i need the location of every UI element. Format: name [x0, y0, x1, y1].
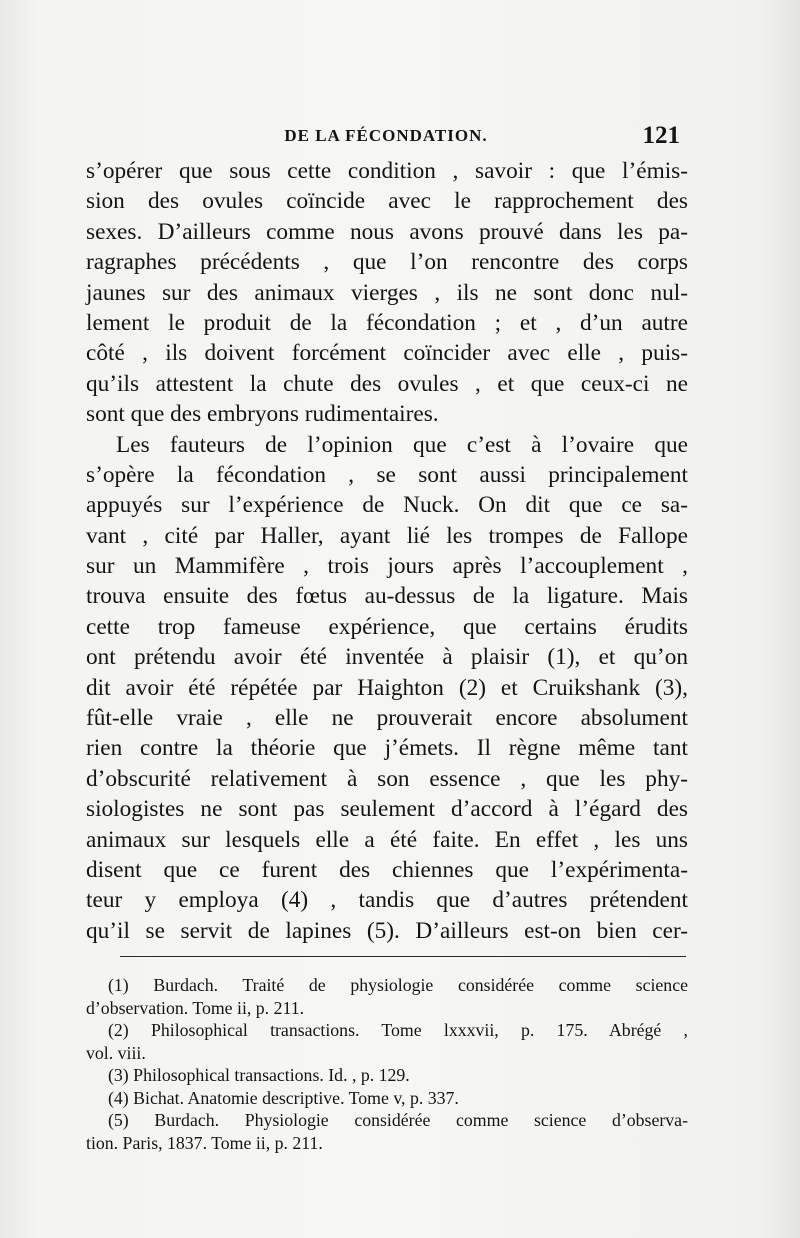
- text-line: sur un Mammifère , trois jours après l’accouplement ,: [86, 553, 688, 580]
- text-line: disent que ce furent des chiennes que l’expérimenta-: [86, 856, 688, 883]
- footnotes: [86, 974, 688, 1154]
- text-line: animaux sur lesquels elle a été faite. En effet , les uns: [86, 826, 688, 853]
- text-line: ragraphes précédents , que l’on rencontre des corps: [86, 249, 688, 276]
- text-line: trouva ensuite des fœtus au-dessus de la ligature. Mais: [86, 583, 688, 610]
- footnote-line: (1) Burdach. Traité de physiologie considérée comme science: [108, 975, 688, 995]
- text-line: jaunes sur des animaux vierges , ils ne sont donc nul-: [86, 279, 688, 306]
- footnote-line: (4) Bichat. Anatomie descriptive. Tome v, p. 337.: [108, 1087, 459, 1108]
- text-line: Les fauteurs de l’opinion que c’est à l’ovaire que: [116, 431, 688, 458]
- text-line: dit avoir été répétée par Haighton (2) et Cruikshank (3),: [86, 674, 688, 701]
- text-line: cette trop fameuse expérience, que certains érudits: [86, 613, 688, 640]
- footnote-line: tion. Paris, 1837. Tome ii, p. 211.: [86, 1132, 323, 1153]
- text-line: sion des ovules coïncide avec le rapprochement des: [86, 188, 688, 215]
- footnote-line: (3) Philosophical transactions. Id. , p. 129.: [108, 1065, 410, 1085]
- page-number: 121: [642, 122, 680, 149]
- footnote-divider: [120, 956, 686, 957]
- text-line: sexes. D’ailleurs comme nous avons prouvé dans les pa-: [86, 218, 688, 245]
- text-line: lement le produit de la fécondation ; et , d’un autre: [86, 309, 688, 336]
- text-line: siologistes ne sont pas seulement d’accord à l’égard des: [86, 796, 688, 823]
- text-line: sont que des embryons rudimentaires.: [86, 401, 439, 428]
- text-line: fût-elle vraie , elle ne prouverait encore absolument: [86, 705, 688, 732]
- text-line: appuyés sur l’expérience de Nuck. On dit que ce sa-: [86, 492, 688, 519]
- text-line: côté , ils doivent forcément coïncider avec elle , puis-: [86, 340, 688, 367]
- running-title: DE LA FÉCONDATION.: [284, 126, 488, 145]
- text-line: s’opère la fécondation , se sont aussi principalement: [86, 461, 688, 488]
- body-text: [86, 156, 688, 946]
- text-line: rien contre la théorie que j’émets. Il règne même tant: [86, 735, 688, 762]
- text-line: d’obscurité relativement à son essence , que les phy-: [86, 765, 688, 792]
- text-line: qu’il se servit de lapines (5). D’ailleurs est-on bien cer-: [86, 917, 688, 944]
- footnote-line: vol. viii.: [86, 1042, 146, 1063]
- text-line: teur y employa (4) , tandis que d’autres prétendent: [86, 887, 688, 914]
- text-line: vant , cité par Haller, ayant lié les trompes de Fallope: [86, 522, 688, 549]
- footnote-line: (2) Philosophical transactions. Tome lxxxvii, p. 175. Abrégé ,: [108, 1020, 688, 1040]
- footnote-line: d’observation. Tome ii, p. 211.: [86, 997, 305, 1018]
- footnote-line: (5) Burdach. Physiologie considérée comme science d’observa-: [108, 1110, 688, 1130]
- text-line: ont prétendu avoir été inventée à plaisir (1), et qu’on: [86, 644, 688, 671]
- text-line: s’opérer que sous cette condition , savoir : que l’émis-: [86, 158, 688, 184]
- text-line: qu’ils attestent la chute des ovules , et que ceux-ci ne: [86, 370, 688, 397]
- page-header: [86, 122, 686, 152]
